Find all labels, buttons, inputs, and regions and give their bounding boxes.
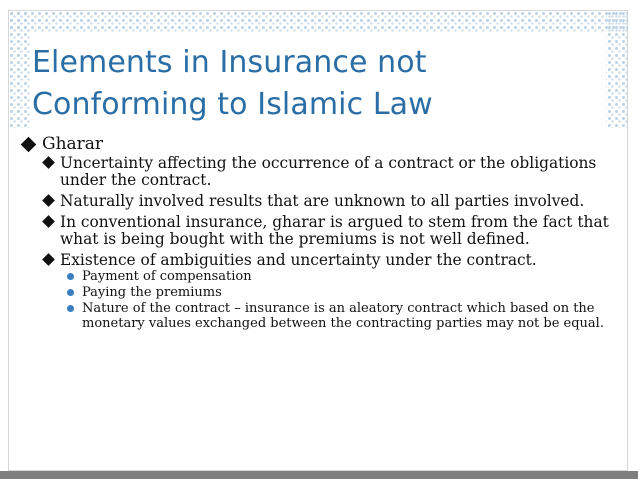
diamond-bullet-icon [21, 137, 37, 153]
slide-title-line1: Elements in Insurance not [32, 45, 427, 80]
slide-content [20, 135, 615, 335]
bottom-band [0, 471, 638, 479]
circle-bullet-icon [67, 305, 74, 312]
list-item-text: Naturally involved results that are unknown to all parties involved. [60, 192, 585, 210]
list-item [42, 155, 615, 189]
list-item-text: Uncertainty affecting the occurrence of a contract or the obligations under the contract. [60, 154, 597, 189]
circle-bullet-icon [67, 273, 74, 280]
dot-pattern-left [8, 10, 30, 128]
list-item [60, 285, 615, 300]
bullet-gharar-label: Gharar [42, 134, 104, 154]
gharar-sublist [42, 155, 615, 331]
list-item-text: Paying the premiums [82, 285, 222, 300]
list-item [42, 193, 615, 210]
bullet-list [20, 135, 615, 331]
list-item-text: Nature of the contract – insurance is an aleatory contract which based on the monetary values exchanged between the contracting parties may not be equal. [82, 301, 604, 331]
list-item-text: Existence of ambiguities and uncertainty under the contract. [60, 251, 537, 269]
bullet-gharar [20, 135, 615, 331]
diamond-bullet-icon [42, 156, 55, 169]
list-item [60, 301, 615, 331]
list-item [42, 252, 615, 331]
slide-title-line2: Conforming to Islamic Law [32, 87, 433, 122]
dot-pattern-right [606, 10, 628, 128]
ambiguity-sublist [60, 269, 615, 331]
slide-title [32, 42, 592, 126]
dot-pattern-top [8, 10, 628, 32]
diamond-bullet-icon [42, 194, 55, 207]
list-item-text: Payment of compensation [82, 269, 252, 284]
list-item-text: In conventional insurance, gharar is argued to stem from the fact that what is being bought with the premiums is not well defined. [60, 213, 609, 248]
list-item [42, 214, 615, 248]
list-item [60, 269, 615, 284]
diamond-bullet-icon [42, 253, 55, 266]
diamond-bullet-icon [42, 215, 55, 228]
circle-bullet-icon [67, 289, 74, 296]
